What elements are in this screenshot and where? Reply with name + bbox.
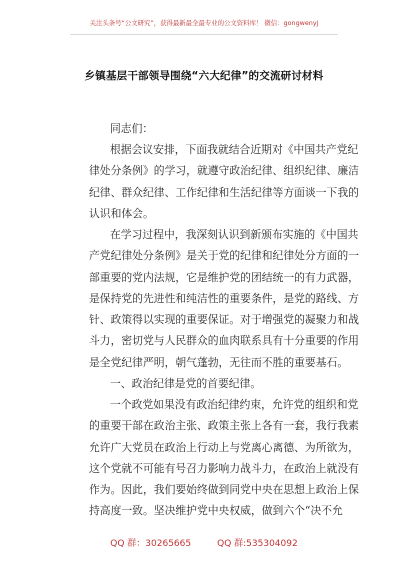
section-heading xyxy=(89,373,325,394)
paragraph-line: 持高度一致。坚决维护党中央权威，做到六个“决不允 xyxy=(89,504,343,518)
paragraph-line: 是全党纪律严明，朝气蓬勃，无往而不胜的重要基石。 xyxy=(89,355,349,369)
paragraph-line: 允许广大党员在政治上行动上与党离心离德、为所欲为， xyxy=(89,440,359,454)
paragraph-line: 是保持党的先进性和纯洁性的重要条件，是党的路线、方 xyxy=(89,291,359,305)
qq-group-1: QQ 群：30265665 xyxy=(110,539,192,549)
paragraph-2 xyxy=(89,224,359,373)
paragraph-line: 部重要的党内法规，它是维护党的团结统一的有力武器， xyxy=(89,270,359,284)
paragraph-line: 在学习过程中，我深刻认识到新颁布实施的《中国共 xyxy=(110,228,359,241)
header-divider xyxy=(70,34,338,35)
paragraph-line: 的重要干部在政治主张、政策主张上各有一套，我行我素 xyxy=(89,419,359,433)
paragraph-line: 认识和体会。 xyxy=(89,206,154,220)
section-heading-text: 一、政治纪律是党的首要纪律。 xyxy=(110,377,262,390)
paragraph-1 xyxy=(89,139,359,224)
paragraph-line: 根据会议安排，下面我就结合近期对《中国共产党纪 xyxy=(110,143,359,156)
paragraph-line: 这个党就不可能有号召力影响力战斗力，在政治上就没有 xyxy=(89,461,359,475)
salutation: 同志们： xyxy=(110,122,154,135)
document-title: 乡镇基层干部领导围绕“六大纪律”的交流研讨材料 xyxy=(84,70,324,82)
qq-group-2: QQ 群:535304092 xyxy=(217,539,298,549)
header-banner: 关注头条号“公文研究”，获得最新最全最专业的公文资料库！ 微信：gongwenyj xyxy=(89,19,319,27)
paragraph-line: 律处分条例》的学习，就遵守政治纪律、组织纪律、廉洁 xyxy=(89,164,359,178)
paragraph-3 xyxy=(89,394,359,522)
paragraph-line: 纪律、群众纪律、工作纪律和生活纪律等方面谈一下我的 xyxy=(89,185,359,199)
footer-contact xyxy=(0,536,408,549)
paragraph-line: 斗力，密切党与人民群众的血肉联系具有十分重要的作用 xyxy=(89,334,359,348)
paragraph-line: 作为。因此，我们要始终做到同党中央在思想上政治上保 xyxy=(89,483,359,497)
paragraph-line: 针、政策得以实现的重要保证。对于增强党的凝聚力和战 xyxy=(89,313,359,327)
paragraph-line: 产党纪律处分条例》是关于党的纪律和纪律处分方面的一 xyxy=(89,249,359,263)
paragraph-line: 一个政党如果没有政治纪律约束，允许党的组织和党 xyxy=(110,398,359,411)
